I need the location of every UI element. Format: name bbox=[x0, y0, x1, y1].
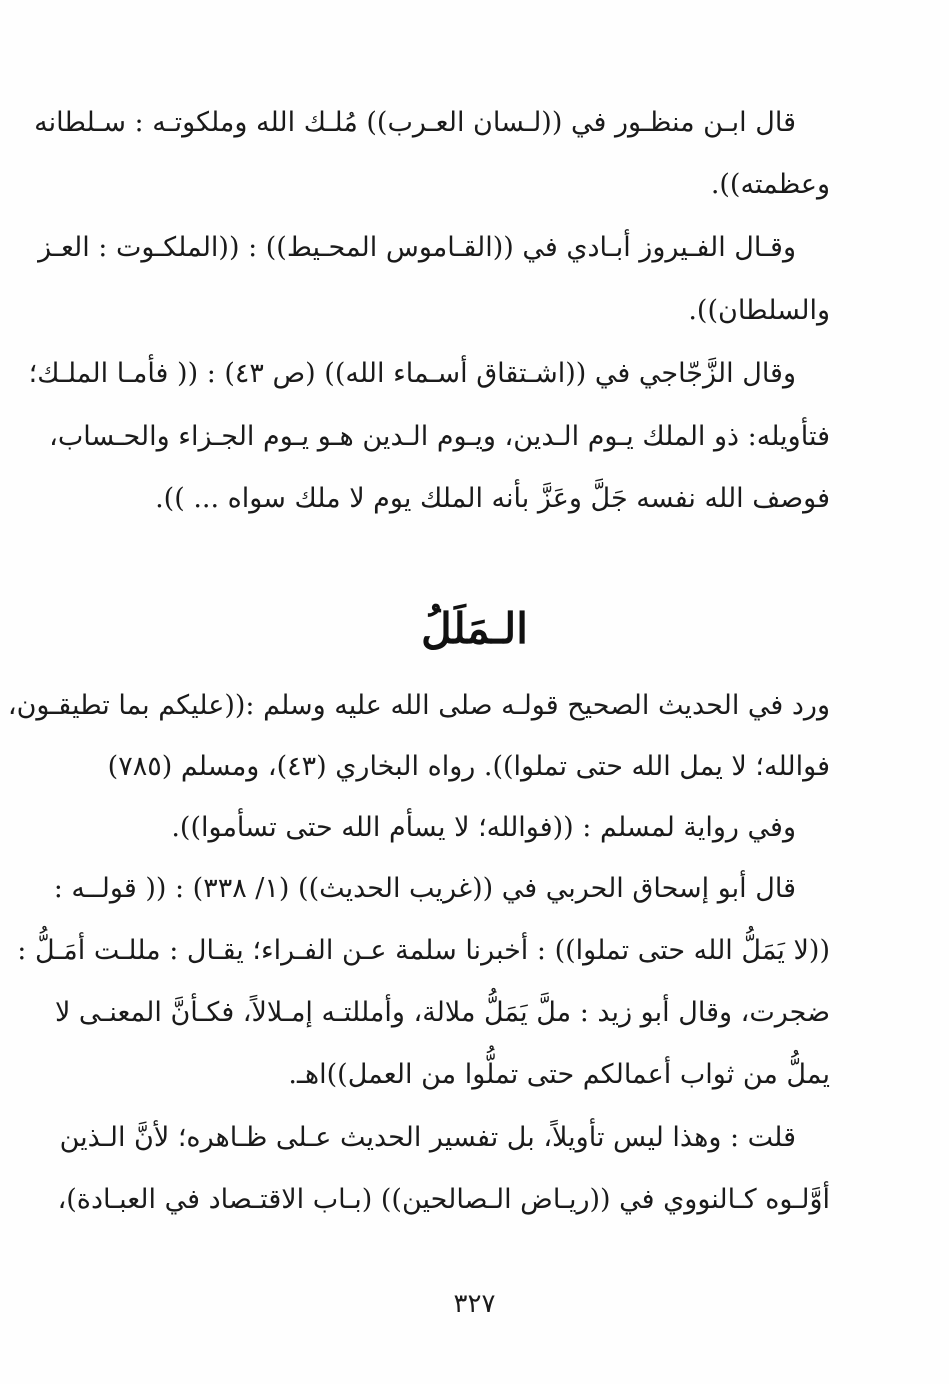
paragraph-line: قال ابـن منظـور في ((لـسان العـرب)) مُلـك الله وملكوتـه : سـلطانه bbox=[34, 107, 796, 138]
paragraph-line: ((لا يَمَلُّ الله حتى تملوا)) : أخبرنا سلمة عـن الفـراء؛ يقـال : مللـت أمَـلُّ : bbox=[17, 935, 830, 966]
paragraph-line: قال أبو إسحاق الحربي في ((غريب الحديث)) (١/ ٣٣٨) : (( قولــه : bbox=[53, 873, 796, 904]
page-number: ٣٢٧ bbox=[453, 1289, 496, 1319]
paragraph-line: وقـال الفـيروز أبـادي في ((القـاموس المحـيط)) : ((الملكـوت : العـز bbox=[38, 232, 796, 263]
paragraph-line: فتأويله: ذو الملك يـوم الـدين، ويـوم الـدين هـو يـوم الجـزاء والحـساب، bbox=[49, 421, 830, 452]
paragraph-line: والسلطان)). bbox=[688, 295, 830, 326]
paragraph-line: وعظمته)). bbox=[710, 169, 830, 200]
paragraph-line: أوَّلـوه كـالنووي في ((ريـاض الـصالحين)) (بـاب الاقتـصاد في العبـادة)، bbox=[57, 1184, 830, 1215]
paragraph-line: وقال الزَّجّاجي في ((اشـتقاق أسـماء الله)) (ص ٤٣) : (( فأمـا الملـك؛ bbox=[28, 358, 796, 389]
paragraph-line: فوالله؛ لا يمل الله حتى تملوا)). رواه البخاري (٤٣)، ومسلم (٧٨٥) bbox=[107, 751, 830, 782]
paragraph-line: قلت : وهذا ليس تأويلاً، بل تفسير الحديث عـلى ظـاهره؛ لأنَّ الـذين bbox=[59, 1122, 796, 1153]
paragraph-line: ضجرت، وقال أبو زيد : ملَّ يَمَلُّ ملالة، وأمللتـه إمـلالاً، فكـأنَّ المعنـى لا bbox=[54, 997, 830, 1028]
paragraph-line: وفي رواية لمسلم : ((فوالله؛ لا يسأم الله حتى تسأموا)). bbox=[171, 812, 796, 843]
paragraph-line: فوصف الله نفسه جَلَّ وعَزَّ بأنه الملك يوم لا ملك سواه ... )). bbox=[155, 483, 830, 514]
paragraph-line: يملُّ من ثواب أعمالكم حتى تملُّوا من العمل))اهـ. bbox=[288, 1059, 830, 1090]
section-heading: الـمَلَلُ bbox=[421, 604, 528, 653]
paragraph-line: ورد في الحديث الصحيح قولـه صلى الله عليه وسلم :((عليكم بما تطيقـون، bbox=[7, 690, 830, 721]
